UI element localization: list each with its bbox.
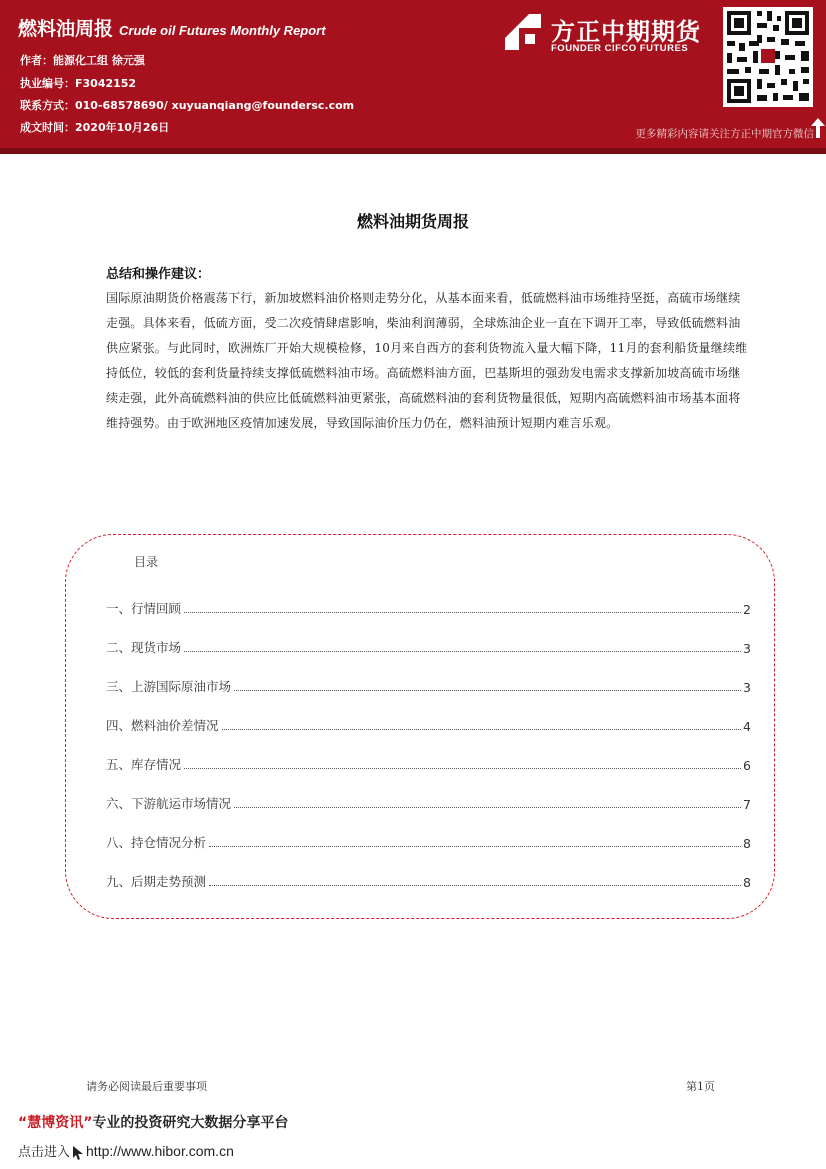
toc-item-page: 8	[743, 836, 751, 851]
table-of-contents	[106, 578, 751, 890]
toc-item[interactable]	[106, 773, 751, 812]
toc-leader	[222, 729, 742, 730]
summary-heading: 总结和操作建议：	[106, 267, 211, 282]
qr-code-icon	[723, 7, 813, 107]
toc-item-title: 五、库存情况	[106, 757, 182, 772]
toc-item-page: 3	[743, 641, 751, 656]
toc-item-page: 6	[743, 758, 751, 773]
license-line: 执业编号：F3042152	[20, 77, 137, 90]
toc-item-title: 二、现货市场	[106, 640, 182, 655]
toc-item-page: 4	[743, 719, 751, 734]
hibor-slogan: 专业的投资研究大数据分享平台	[92, 1115, 289, 1131]
toc-item[interactable]	[106, 695, 751, 734]
hibor-enter-label: 点击进入	[18, 1145, 71, 1160]
logo-text-cn: 方正中期期货	[551, 18, 701, 46]
toc-leader	[209, 846, 741, 847]
founder-logo-icon	[503, 12, 543, 52]
document-title: 燃料油期货周报	[356, 212, 469, 231]
toc-item-title: 八、持仓情况分析	[106, 835, 207, 850]
toc-item-page: 7	[743, 797, 751, 812]
toc-leader	[234, 807, 741, 808]
toc-item[interactable]	[106, 851, 751, 890]
report-title-en: Crude oil Futures Monthly Report	[119, 23, 326, 38]
hibor-brand: “慧博资讯”	[18, 1115, 93, 1131]
report-title-cn: 燃料油周报	[18, 18, 114, 40]
toc-leader	[184, 612, 741, 613]
toc-item-title: 三、上游国际原油市场	[106, 679, 232, 694]
toc-leader	[184, 651, 741, 652]
contact-line: 联系方式：010-68578690/ xuyuanqiang@foundersc.com	[20, 99, 355, 112]
toc-leader	[184, 768, 741, 769]
toc-item[interactable]	[106, 812, 751, 851]
toc-item[interactable]	[106, 656, 751, 695]
summary-paragraph: 国际原油期货价格震荡下行，新加坡燃料油价格则走势分化，从基本面来看，低硫燃料油市场维持坚挺，高硫市场继续走强。具体来看，低硫方面，受二次疫情肆虐影响，柴油利润薄弱，全球炼油企业一直在下调开工率，导致低硫燃料油供应紧张。与此同时，欧洲炼厂开始大规模检修，10月来自西方的套利货物流入量大幅下降，11月的套利船货量继续维持低位，较低的套利货量持续支撑低硫燃料油市场。高硫燃料油方面，巴基斯坦的强劲发电需求支撑新加坡高硫市场继续走强，此外高硫燃料油的供应比低硫燃料油更紧张，高硫燃料油的套利货物量很低，短期内高硫燃料油市场基本面将维持强势。由于欧洲地区疫情加速发展，导致国际油价压力仍在，燃料油预计短期内难言乐观。	[106, 291, 748, 430]
toc-item-page: 2	[743, 602, 751, 617]
follow-wechat-text: 更多精彩内容请关注方正中期官方微信	[635, 128, 814, 140]
toc-item-title: 六、下游航运市场情况	[106, 796, 232, 811]
hibor-url-link[interactable]: http://www.hibor.com.cn	[86, 1143, 234, 1159]
footer-page-number: 第1页	[686, 1080, 715, 1093]
toc-item[interactable]	[106, 578, 751, 617]
author-line: 作者：能源化工组 徐元强	[20, 54, 145, 67]
toc-item[interactable]	[106, 617, 751, 656]
report-title	[18, 14, 326, 41]
toc-item-page: 8	[743, 875, 751, 890]
cursor-pointer-icon	[72, 1146, 84, 1160]
toc-leader	[234, 690, 741, 691]
date-line: 成文时间：2020年10月26日	[20, 121, 170, 134]
up-arrow-icon	[811, 118, 825, 138]
hibor-link-line	[18, 1141, 234, 1160]
toc-item-page: 3	[743, 680, 751, 695]
toc-leader	[209, 885, 741, 886]
toc-item-title: 一、行情回顾	[106, 601, 182, 616]
footer-notice: 请务必阅读最后重要事项	[86, 1080, 207, 1093]
logo-text-en: FOUNDER CIFCO FUTURES	[551, 43, 689, 54]
company-logo	[503, 10, 713, 60]
toc-item[interactable]	[106, 734, 751, 773]
hibor-banner	[18, 1112, 288, 1132]
toc-item-title: 四、燃料油价差情况	[106, 718, 219, 733]
toc-item-title: 九、后期走势预测	[106, 874, 207, 889]
toc-label: 目录	[134, 555, 159, 569]
header-stripe	[0, 148, 826, 154]
